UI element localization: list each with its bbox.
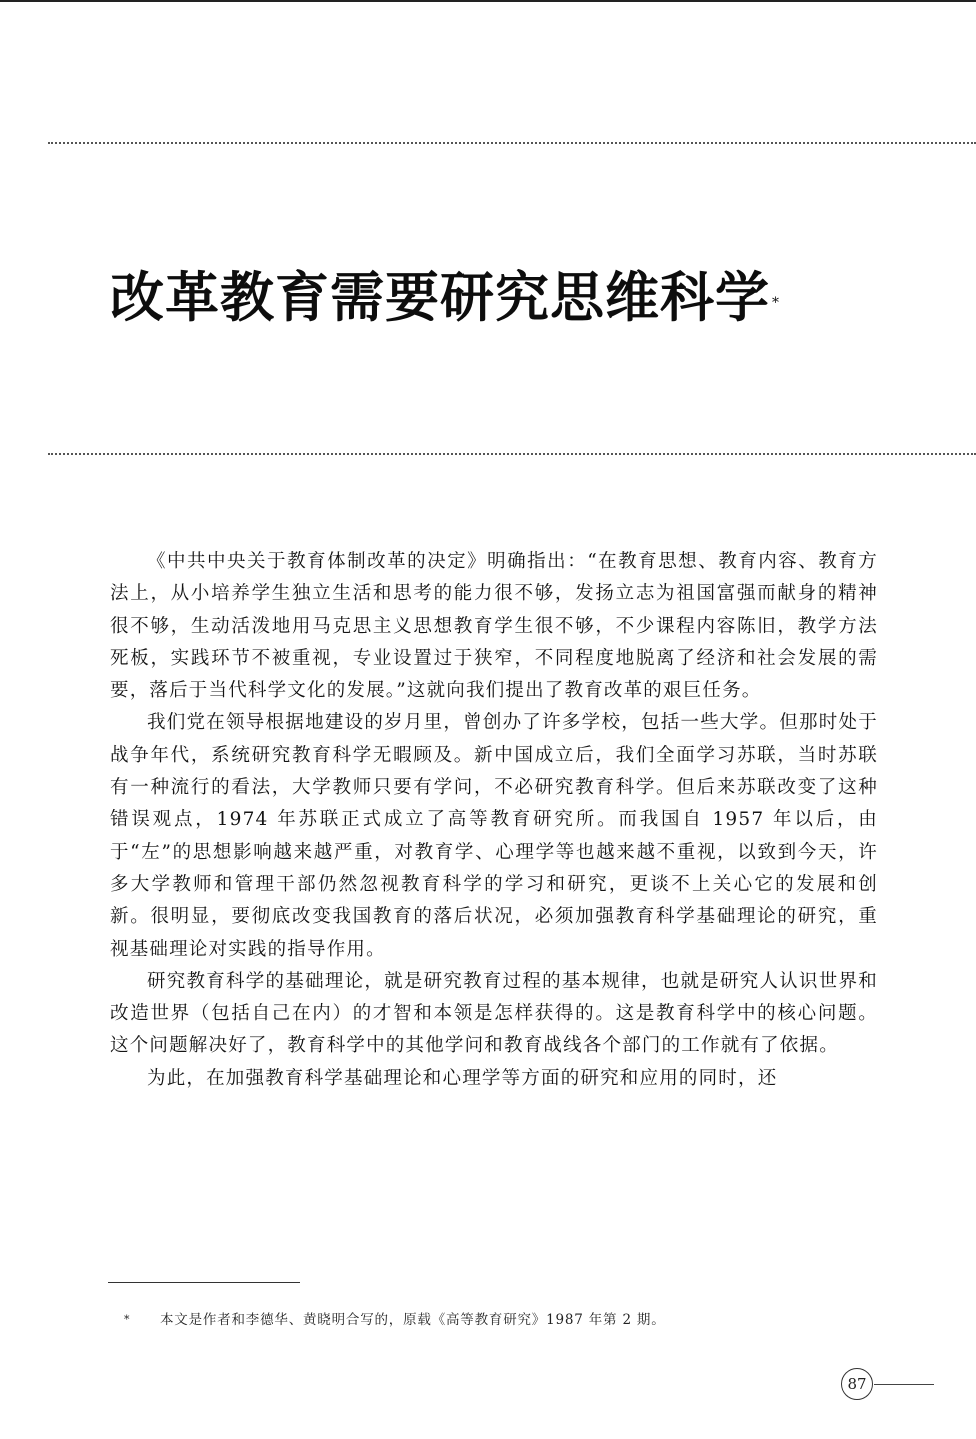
footnote [124,1310,884,1330]
footnote-text: 本文是作者和李德华、黄晓明合写的，原载《高等教育研究》1987 年第 2 期。 [160,1312,666,1328]
paragraph-1: 《中共中央关于教育体制改革的决定》明确指出：“在教育思想、教育内容、教育方法上，从小培养学生独立生活和思考的能力很不够，发扬立志为祖国富强而献身的精神很不够，生动活泼地用马克思主义思想教育学生很不够，不少课程内容陈旧，教学方法死板，实践环节不被重视，专业设置过于狭窄，不同程度地脱离了经济和社会发展的需要，落后于当代科学文化的发展。”这就向我们提出了教育改革的艰巨任务。 [110,551,878,702]
paragraph-3: 研究教育科学的基础理论，就是研究教育过程的基本规律，也就是研究人认识世界和改造世界（包括自己在内）的才智和本领是怎样获得的。这是教育科学中的核心问题。这个问题解决好了，教育科学中的其他学问和教育战线各个部门的工作就有了依据。 [110,970,878,1057]
page-number-badge: 87 [841,1368,873,1400]
top-border-rule [0,0,976,2]
paragraph-4: 为此，在加强教育科学基础理论和心理学等方面的研究和应用的同时，还 [147,1067,778,1089]
article-body [110,546,878,1095]
page-number-rule [874,1384,934,1385]
article-title [110,262,778,332]
title-dotted-rule-bottom [48,453,976,455]
footnote-mark: * [124,1313,131,1326]
footnote-separator [108,1282,300,1283]
paragraph-2: 我们党在领导根据地建设的岁月里，曾创办了许多学校，包括一些大学。但那时处于战争年代，系统研究教育科学无暇顾及。新中国成立后，我们全面学习苏联，当时苏联有一种流行的看法，大学教师只要有学问，不必研究教育科学。但后来苏联改变了这种错误观点，1974 年苏联正式成立了高等教育研究所。而我国自 1957 年以后，由于“左”的思想影响越来越严重，对教育学、心理学等也越来越不重视，以致到今天，许多大学教师和管理干部仍然忽视教育科学的学习和研究，更谈不上关心它的发展和创新。很明显，要彻底改变我国教育的落后状况，必须加强教育科学基础理论的研究，重视基础理论对实践的指导作用。 [110,712,878,960]
title-dotted-rule-top [48,142,976,144]
article-title-text: 改革教育需要研究思维科学 [110,265,770,329]
title-footnote-mark: * [772,295,780,311]
